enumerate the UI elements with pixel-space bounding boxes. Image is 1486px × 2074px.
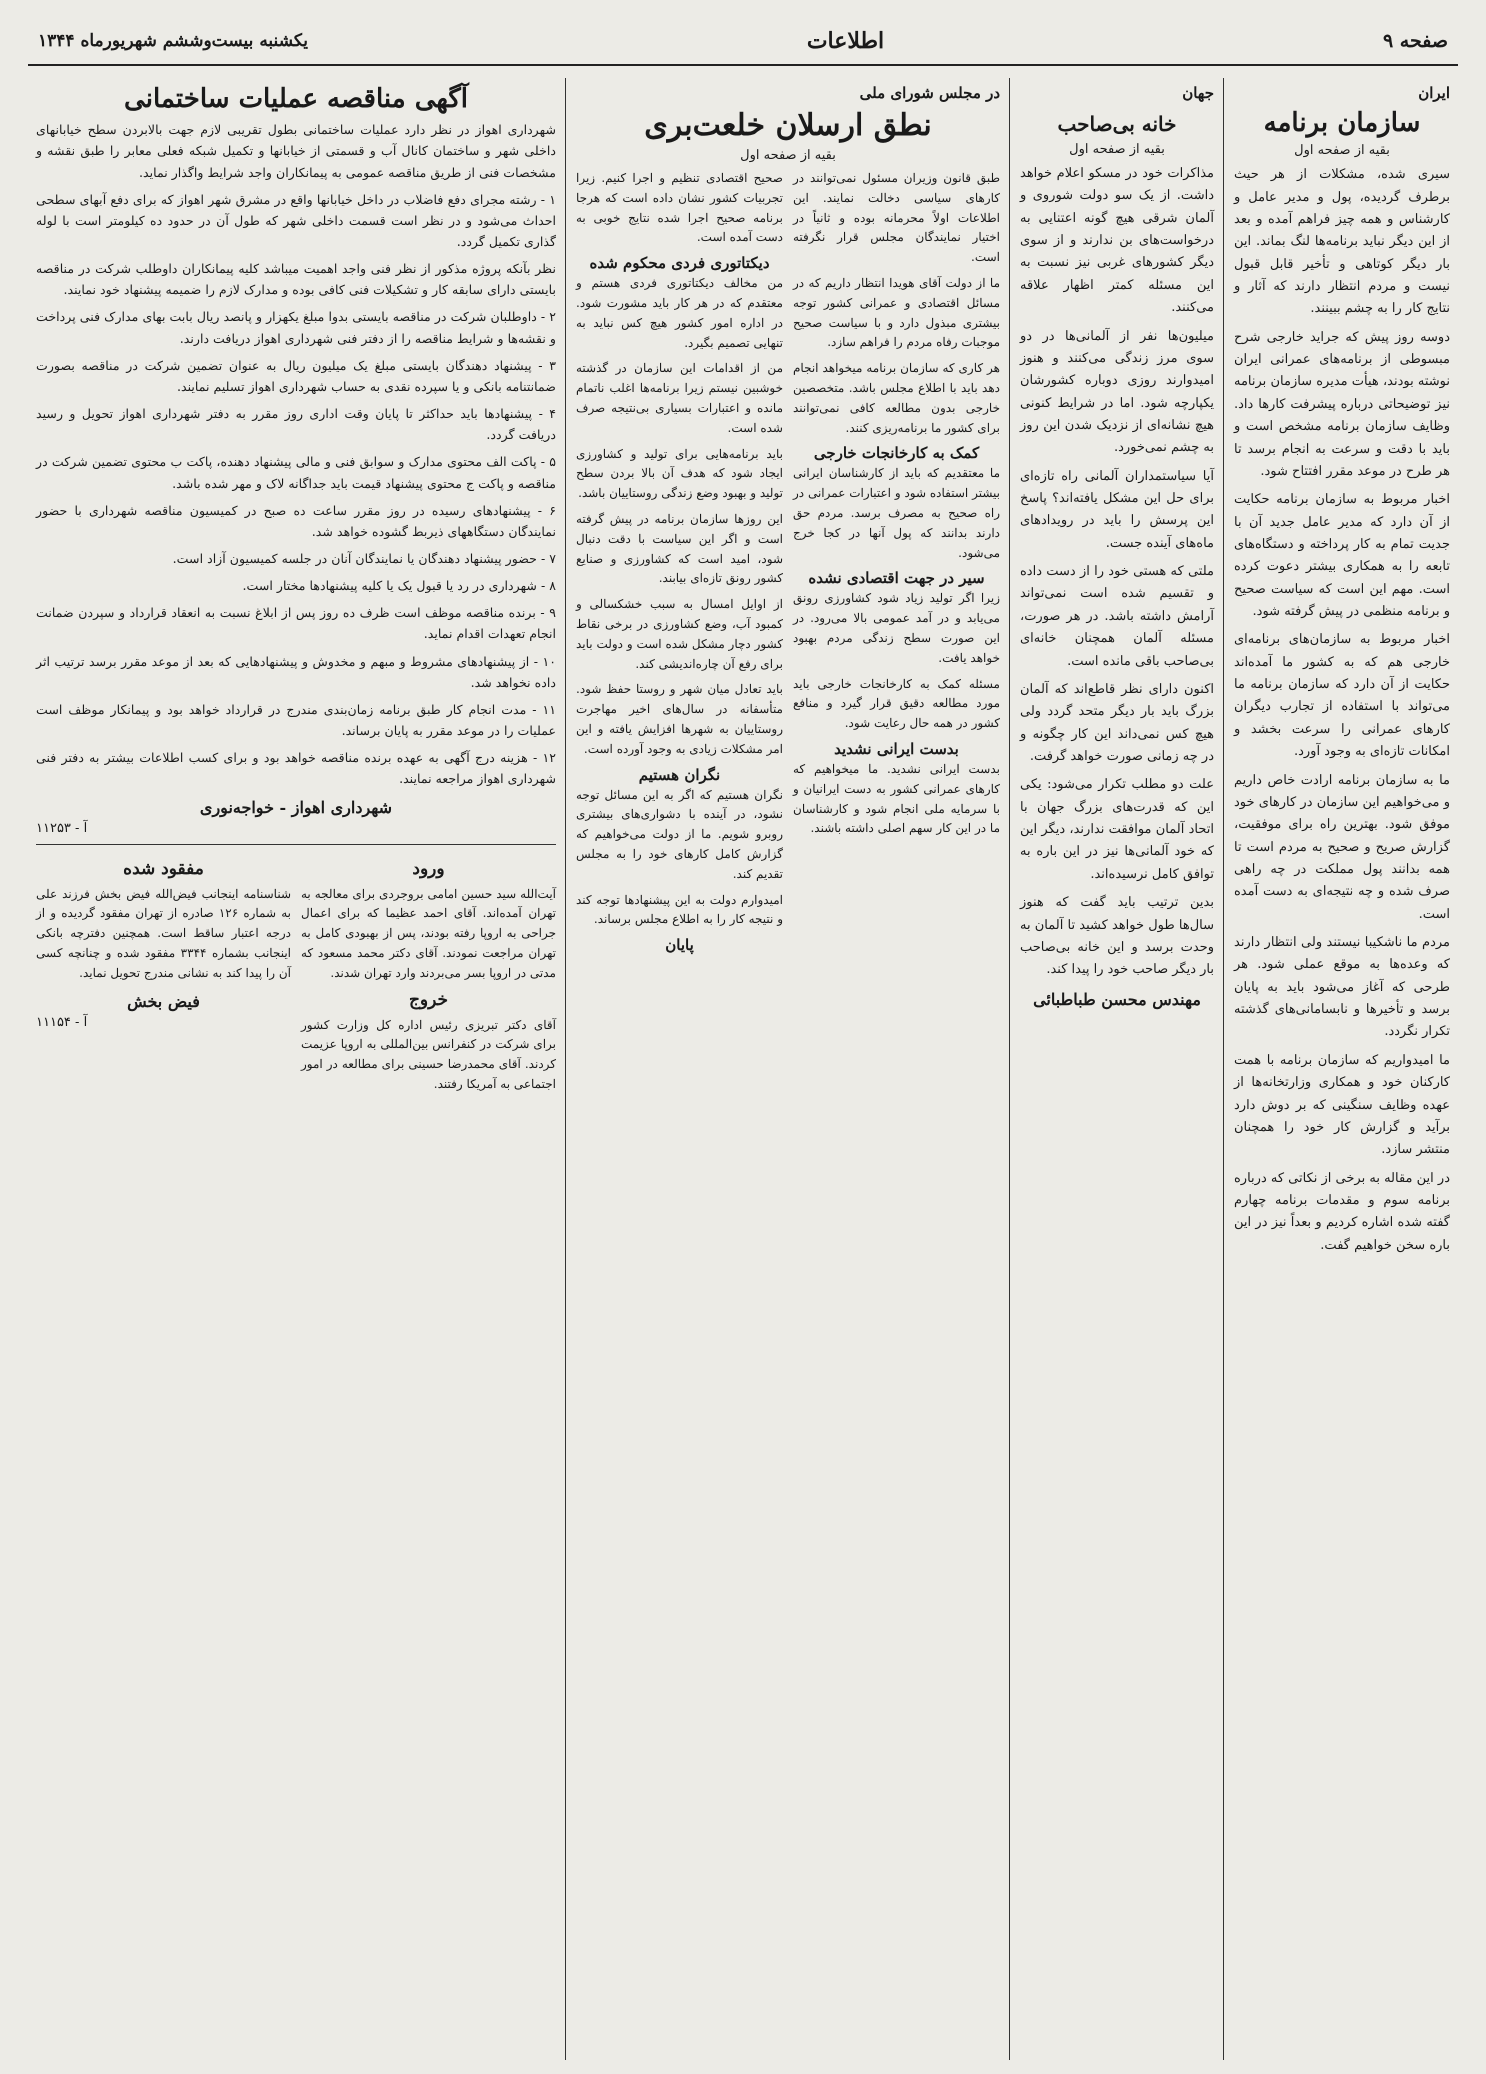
majlis-subhead: نگران هستیم xyxy=(638,765,721,784)
tender-title: آگهی مناقصه عملیات ساختمانی xyxy=(124,84,468,114)
tender-item: ۶ - پیشنهادهای رسیده در روز مقرر ساعت ده صبح در کمیسیون مناقصه شهرداری با حضور نمایندگان دستگاههای ذیربط گشوده خواهد شد. xyxy=(36,502,556,539)
world-paragraph: علت دو مطلب تکرار می‌شود: یکی این که قدرت‌های بزرگ جهان با اتحاد آلمان موافقت ندارند، دیگر این که خود آلمانی‌ها نیز در این باره به توافق کامل نرسیده‌اند. xyxy=(1020,777,1214,882)
issue-date: یکشنبه بیست‌وششم شهریورماه ۱۳۴۴ xyxy=(38,31,308,51)
lost-title: مفقود شده xyxy=(123,858,204,879)
majlis-subcolumn-right xyxy=(793,169,1000,956)
tender-item: ۱۲ - هزینه درج آگهی به عهده برنده مناقصه خواهد بود و برای کسب اطلاعات بیشتر به دفتر فنی شهرداری اهواز مراجعه نمایند. xyxy=(36,750,556,787)
iran-section-label: ایران xyxy=(1418,84,1450,102)
iran-paragraph: مردم ما ناشکیبا نیستند ولی انتظار دارند که وعده‌ها به موقع عملی شود. هر طرحی که آغاز می‌شود باید به پایان برسد و تأخیرها و نابسامانی‌های گذشته تکرار نگردد. xyxy=(1234,935,1450,1040)
majlis-subhead: کمک به کارخانجات خارجی xyxy=(813,444,980,463)
world-continued: بقیه از صفحه اول xyxy=(1069,142,1165,157)
majlis-end: پایان xyxy=(665,936,694,955)
majlis-column xyxy=(568,78,1008,2060)
tender-item: ۹ - برنده مناقصه موظف است ظرف ده روز پس از ابلاغ نسبت به انعقاد قرارداد و سپردن ضمانت انجام تعهدات اقدام نماید. xyxy=(36,605,556,642)
majlis-paragraph: صحیح اقتصادی تنظیم و اجرا کنیم. زیرا تجربیات کشور نشان داده است که هرجا برنامه صحیح اجرا شده نتایج خوبی به دست آمده است. xyxy=(576,171,783,245)
lost-signature: فیض بخش xyxy=(127,991,200,1011)
majlis-paragraph: باید برنامه‌هایی برای تولید و کشاورزی ایجاد شود که هدف آن بالا بردن سطح تولید و بهبود وضع زندگی روستاییان باشد. xyxy=(576,446,783,501)
majlis-continued: بقیه از صفحه اول xyxy=(740,148,836,163)
world-column xyxy=(1012,78,1222,2060)
majlis-paragraph: نگران هستیم که اگر به این مسائل توجه نشود، در آینده با دشواری‌های بیشتری روبرو شویم. ما از دولت می‌خواهیم که گزارش کامل کارهای خود را به مجلس تقدیم کند. xyxy=(576,787,783,881)
iran-continued: بقیه از صفحه اول xyxy=(1294,143,1390,159)
world-section-label: جهان xyxy=(1182,84,1214,102)
world-title: خانه بی‌صاحب xyxy=(1057,112,1177,136)
tender-item: ۳ - پیشنهاد دهندگان بایستی مبلغ یک میلیون ریال به عنوان تضمین شرکت در مناقصه بصورت ضمانتنامه بانکی و یا سپرده نقدی به حساب شهرداری اهواز تسلیم نمایند. xyxy=(36,357,556,394)
paper-name: اطلاعات xyxy=(806,28,885,54)
majlis-paragraph: بدست ایرانی نشدید. ما میخواهیم که کارهای عمرانی کشور به دست ایرانیان و با سرمایه ملی انجام شود و کارشناسان ما در این کار سهم اصلی داشته باشند. xyxy=(793,761,1000,836)
arrivals-title: ورود xyxy=(412,858,445,879)
majlis-title: نطق ارسلان خلعت‌بری xyxy=(644,108,932,143)
world-author: مهندس محسن طباطبائی xyxy=(1033,989,1201,1009)
tender-signature: شهرداری اهواز - خواجه‌نوری xyxy=(199,797,393,817)
lost-notice xyxy=(36,853,291,1101)
majlis-subhead: بدست ایرانی نشدید xyxy=(834,739,959,758)
iran-paragraph: ما امیدواریم که سازمان برنامه با همت کارکنان خود و همکاری وزارتخانه‌ها از عهده وظایف سنگینی که بر دوش دارد برآید و گزارش کار خود را همچنان منتشر سازد. xyxy=(1234,1052,1450,1158)
arrivals-text: آیت‌الله سید حسین امامی بروجردی برای معالجه به تهران آمده‌اند. آقای احمد عظیما که برای اعمال جراحی به اروپا رفته بودند، پس از بهبودی کامل به تهران مراجعت نمودند. آقای دکتر محمد مسعود که مدتی در اروپا بسر می‌بردند وارد تهران شدند. xyxy=(301,886,556,980)
iran-title: سازمان برنامه xyxy=(1263,108,1421,138)
majlis-paragraph: باید تعادل میان شهر و روستا حفظ شود. متأسفانه در سال‌های اخیر مهاجرت روستاییان به شهرها افزایش یافته و این امر مشکلات زیادی به وجود آورده است. xyxy=(576,682,783,756)
iran-paragraph: سیری شده، مشکلات از هر حیث برطرف گردیده، پول و مدیر عامل و کارشناس و همه چیز فراهم آمده و بعد از این دیگر نباید برنامه‌ها لنگ بماند. این بار دیگر کوتاهی و تأخیر قابل قبول نیست و مردم انتظار دارند که آثار و نتایج کار را به چشم ببینند. xyxy=(1234,167,1450,317)
iran-column xyxy=(1226,78,1458,2060)
column-rule xyxy=(1223,78,1224,2060)
page-number: صفحه ۹ xyxy=(1382,30,1448,52)
tender-notice-column xyxy=(28,78,564,2060)
world-paragraph: میلیون‌ها نفر از آلمانی‌ها در دو سوی مرز زندگی می‌کنند و هنوز امیدوارند روزی دوباره کشورشان یکپارچه شود. اما در شرایط کنونی هیچ نشانه‌ای از نزدیک شدن این روز به چشم نمی‌خورد. xyxy=(1020,328,1214,456)
world-paragraph: مذاکرات خود در مسکو اعلام خواهد داشت. از یک سو دولت شوروی و آلمان شرقی هیچ گونه اعتنایی به درخواست‌های بن ندارند و از سوی دیگر کشورهای غربی نیز نسبت به این مسئله کمتر اظهار علاقه می‌کنند. xyxy=(1020,166,1214,316)
tender-item: ۸ - شهرداری در رد یا قبول یک یا کلیه پیشنهادها مختار است. xyxy=(242,578,556,594)
majlis-paragraph: این روزها سازمان برنامه در پیش گرفته است و اگر این سیاست با دقت دنبال شود، امید است که کشاورزی و صنایع کشور رونق تازه‌ای بیابند. xyxy=(576,511,783,586)
lost-ref: آ - ۱۱۱۵۴ xyxy=(36,1014,88,1030)
majlis-subcolumns xyxy=(576,169,1000,956)
notices-row xyxy=(36,853,556,1101)
iran-paragraph: دوسه روز پیش که جراید خارجی شرح مبسوطی از برنامه‌های عمرانی ایران نوشته بودند، هیأت مدیره سازمان برنامه نیز توضیحاتی درباره پیشرفت کارها داد. وظایف سازمان برنامه مشخص است و باید با دقت و سرعت به انجام برسد تا هر طرح در موعد مقرر افتتاح شود. xyxy=(1234,329,1450,479)
majlis-subhead: دیکتاتوری فردی محکوم شده xyxy=(589,254,770,273)
tender-item: ۷ - حضور پیشنهاد دهندگان یا نمایندگان آنان در جلسه کمیسیون آزاد است. xyxy=(172,551,556,566)
majlis-paragraph: از اوایل امسال به سبب خشکسالی و کمبود آب، وضع کشاورزی در برخی نقاط کشور دچار مشکل شده است و دولت باید برای رفع آن چاره‌اندیشی کند. xyxy=(576,597,783,671)
world-paragraph: آیا سیاستمداران آلمانی راه تازه‌ای برای حل این مشکل یافته‌اند؟ پاسخ این پرسش را باید در رویدادهای ماه‌های آینده جست. xyxy=(1020,468,1214,551)
column-rule xyxy=(1009,78,1010,2060)
tender-item: ۱۰ - از پیشنهادهای مشروط و مبهم و مخدوش و پیشنهادهایی که بعد از موعد مقرر برسد ترتیب اثر داده نخواهد شد. xyxy=(36,653,556,690)
iran-paragraph: اخبار مربوط به سازمان‌های برنامه‌ای خارجی هم که به کشور ما آمده‌اند حکایت از آن دارد که سازمان برنامه ما می‌تواند با استفاده از تجارب دیگران کارهای عمرانی را سرعت بخشد و امکانات تازه‌ای به وجود آورد. xyxy=(1234,632,1450,760)
tender-item: ۱۱ - مدت انجام کار طبق برنامه زمان‌بندی مندرج در قرارداد خواهد بود و پیمانکار موظف است عملیات را در موعد مقرر به پایان برساند. xyxy=(36,701,556,739)
majlis-paragraph: من مخالف دیکتاتوری فردی هستم و معتقدم که در هر کار باید مشورت شود. در اداره امور کشور هیچ کس نباید به تنهایی تصمیم بگیرد. xyxy=(576,276,783,350)
tender-item: ۲ - داوطلبان شرکت در مناقصه بایستی بدوا مبلغ یکهزار و پانصد ریال بابت بهای مدارک فنی پرداخت و نقشه‌ها و شرایط مناقصه را از دفتر فنی شهرداری اهواز دریافت دارند. xyxy=(36,309,556,346)
iran-paragraph: در این مقاله به برخی از نکاتی که درباره برنامه سوم و مقدمات برنامه چهارم گفته شده اشاره کردیم و بعداً نیز در این باره سخن خواهیم گفت. xyxy=(1234,1170,1450,1253)
world-paragraph: اکنون دارای نظر قاطع‌اند که آلمان بزرگ باید بار دیگر متحد گردد ولی هیچ کس نمی‌داند این کار چگونه و در چه زمانی صورت خواهد گرفت. xyxy=(1020,681,1214,764)
tender-intro: شهرداری اهواز در نظر دارد عملیات ساختمانی بطول تقریبی لازم جهت بالابردن سطح خیابانهای داخلی شهر و ساختمان کانال آب و قسمتی از خیابانها و تکمیل شبکه فعلی معابر را طبق نقشه و مشخصات فنی از طریق مناقصه عمومی به پیمانکاران واجد شرایط واگذار نماید. xyxy=(36,122,556,180)
tender-item: ۴ - پیشنهادها باید حداکثر تا پایان وقت اداری روز مقرر به دفتر شهرداری اهواز تحویل و رسید دریافت گردد. xyxy=(36,406,556,443)
majlis-paragraph: من از اقدامات این سازمان در گذشته خوشبین نیستم زیرا برنامه‌ها اغلب ناتمام مانده و اعتبارات بسیاری بی‌نتیجه صرف شده است. xyxy=(576,361,783,435)
majlis-paragraph: زیرا اگر تولید زیاد شود کشاورزی رونق می‌یابد و در آمد عمومی بالا می‌رود. در این صورت سطح زندگی مردم بهبود خواهد یافت. xyxy=(793,591,1000,665)
divider xyxy=(36,844,556,845)
departures-text: آقای دکتر تبریزی رئیس اداره کل وزارت کشور برای شرکت در کنفرانس بین‌المللی به اروپا عزیمت کردند. آقای محمدرضا حسینی برای مطالعه در امور اجتماعی به آمریکا رفتند. xyxy=(301,1017,556,1091)
majlis-subhead: سیر در جهت اقتصادی نشده xyxy=(808,569,985,588)
columns xyxy=(28,78,1458,2060)
masthead xyxy=(28,18,1458,66)
majlis-paragraph: هر کاری که سازمان برنامه میخواهد انجام دهد باید با اطلاع مجلس باشد. متخصصین خارجی بدون مطالعه کافی نمی‌توانند برای کشور ما برنامه‌ریزی کنند. xyxy=(793,361,1000,435)
iran-paragraph: ما به سازمان برنامه ارادت خاص داریم و می‌خواهیم این سازمان در کارهای خود موفق شود. بهترین راه برای موفقیت، گزارش صریح و صحیح به مردم است تا همه بدانند پول مملکت در چه راهی صرف شده و چه نتیجه‌ای به دست آمده است. xyxy=(1234,772,1450,922)
majlis-paragraph: طبق قانون وزیران مسئول نمی‌توانند در کارهای سیاسی دخالت نمایند. این اطلاعات اولاً محرمانه بوده و ثانیاً در اختیار نمایندگان مجلس قرار نگرفته است. xyxy=(793,171,1000,265)
tender-item: ۵ - پاکت الف محتوی مدارک و سوابق فنی و مالی پیشنهاد دهنده، پاکت ب محتوی تضمین شرکت در مناقصه و پاکت ج محتوی پیشنهاد قیمت باید جداگانه لاک و مهر شده باشد. xyxy=(36,454,556,491)
majlis-paragraph: ما معتقدیم که باید از کارشناسان ایرانی بیشتر استفاده شود و اعتبارات عمرانی در راه صحیح به مصرف برسد. مردم حق دارند بدانند که پول آنها در کجا خرج می‌شود. xyxy=(793,466,1000,560)
majlis-section-label: در مجلس شورای ملی xyxy=(859,84,1000,102)
world-paragraph: ملتی که هستی خود را از دست داده و تقسیم شده است نمی‌تواند آرامش داشته باشد. در هر صورت، مسئله آلمان همچنان خانه‌ای بی‌صاحب باقی مانده است. xyxy=(1020,564,1214,669)
arrivals-departures xyxy=(301,853,556,1101)
world-paragraph: بدین ترتیب باید گفت که هنوز سال‌ها طول خواهد کشید تا آلمان به وحدت برسد و این خانه بی‌صاحب بار دیگر صاحب خود را پیدا کند. xyxy=(1020,895,1214,978)
majlis-paragraph: مسئله کمک به کارخانجات خارجی باید مورد مطالعه دقیق قرار گیرد و منافع کشور در همه حال رعایت شود. xyxy=(793,676,1000,731)
column-rule xyxy=(565,78,566,2060)
tender-item: نظر بآنکه پروژه مذکور از نظر فنی واجد اهمیت میباشد کلیه پیمانکاران داوطلب شرکت در مناقصه بایستی دارای سابقه کار و تشکیلات فنی کافی بوده و مدارک لازم را ضمیمه پیشنهاد خود نمایند. xyxy=(36,261,556,298)
majlis-subcolumn-left xyxy=(576,169,783,956)
majlis-paragraph: امیدوارم دولت به این پیشنهادها توجه کند و نتیجه کار را به اطلاع مجلس برساند. xyxy=(576,892,783,927)
lost-text: شناسنامه اینجانب فیض‌الله فیض بخش فرزند علی به شماره ۱۲۶ صادره از تهران مفقود گردیده و از درجه اعتبار ساقط است. همچنین دفترچه بانکی اینجانب بشماره ۳۳۴۴ مفقود شده و چنانچه کسی آن را پیدا کند به نشانی مندرج تحویل نماید. xyxy=(36,886,291,980)
iran-paragraph: اخبار مربوط به سازمان برنامه حکایت از آن دارد که مدیر عامل جدید آن با جدیت تمام به کار پرداخته و دستگاه‌های تابعه را به همکاری بیشتر دعوت کرده است. مهم این است که سیاست صحیح و برنامه منظمی در پیش گرفته شود. xyxy=(1234,492,1450,620)
tender-item: ۱ - رشته مجرای دفع فاضلاب در داخل خیابانها واقع در مشرق شهر اهواز که برای دفع آبهای سطحی احداث می‌شود و در نظر است قسمت داخلی شهر که طول آن در حدود ده کیلومتر است با لوله گذاری تکمیل گردد. xyxy=(36,191,556,249)
majlis-paragraph: ما از دولت آقای هویدا انتظار داریم که در مسائل اقتصادی و عمرانی کشور توجه بیشتری مبذول دارد و با سیاست صحیح موجبات رفاه مردم را فراهم سازد. xyxy=(793,275,1000,350)
departures-title: خروج xyxy=(408,989,449,1010)
tender-ref: آ - ۱۱۲۵۳ xyxy=(36,820,88,836)
